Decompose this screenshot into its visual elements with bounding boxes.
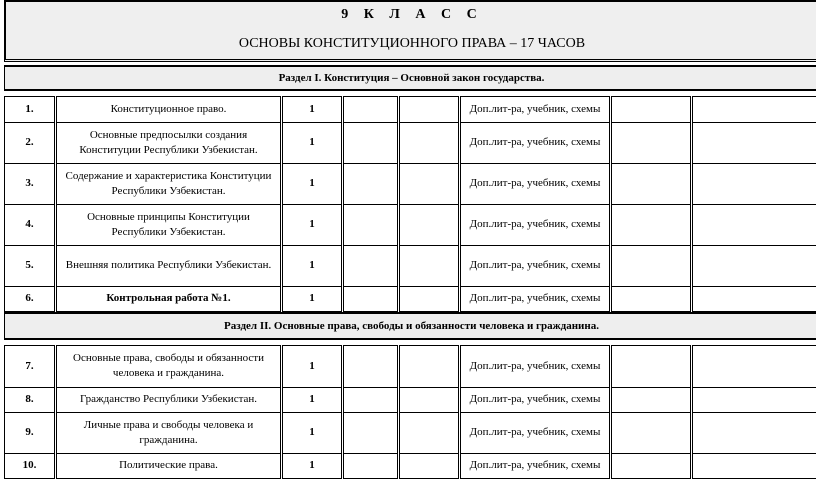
row-hours: 1 bbox=[282, 122, 343, 163]
row-resources: Доп.лит-ра, учебник, схемы bbox=[460, 122, 611, 163]
empty-cell bbox=[399, 204, 460, 245]
table-row bbox=[5, 387, 816, 412]
table-row bbox=[5, 96, 816, 122]
empty-cell bbox=[611, 412, 692, 453]
row-number: 6. bbox=[5, 286, 56, 311]
row-topic: Конституционное право. bbox=[56, 96, 282, 122]
empty-cell bbox=[611, 345, 692, 387]
row-resources: Доп.лит-ра, учебник, схемы bbox=[460, 387, 611, 412]
row-hours: 1 bbox=[282, 412, 343, 453]
empty-cell bbox=[343, 453, 399, 478]
row-resources: Доп.лит-ра, учебник, схемы bbox=[460, 96, 611, 122]
row-number: 1. bbox=[5, 96, 56, 122]
empty-cell bbox=[399, 345, 460, 387]
table-row bbox=[5, 412, 816, 453]
empty-cell bbox=[611, 163, 692, 204]
row-topic: Основные права, свободы и обязанности человека и гражданина. bbox=[56, 345, 282, 387]
row-hours: 1 bbox=[282, 286, 343, 311]
row-number: 7. bbox=[5, 345, 56, 387]
empty-cell bbox=[343, 286, 399, 311]
table-row bbox=[5, 245, 816, 286]
row-hours: 1 bbox=[282, 345, 343, 387]
row-resources: Доп.лит-ра, учебник, схемы bbox=[460, 163, 611, 204]
row-hours: 1 bbox=[282, 453, 343, 478]
empty-cell bbox=[692, 345, 816, 387]
row-topic: Контрольная работа №1. bbox=[56, 286, 282, 311]
empty-cell bbox=[343, 412, 399, 453]
empty-cell bbox=[692, 96, 816, 122]
empty-cell bbox=[692, 412, 816, 453]
table-row bbox=[5, 345, 816, 387]
empty-cell bbox=[343, 204, 399, 245]
empty-cell bbox=[611, 122, 692, 163]
row-topic: Внешняя политика Республики Узбекистан. bbox=[56, 245, 282, 286]
grade-title: 9 К Л А С С bbox=[341, 7, 483, 22]
empty-cell bbox=[611, 96, 692, 122]
empty-cell bbox=[611, 453, 692, 478]
empty-cell bbox=[692, 163, 816, 204]
row-resources: Доп.лит-ра, учебник, схемы bbox=[460, 286, 611, 311]
empty-cell bbox=[399, 96, 460, 122]
row-topic: Содержание и характеристика Конституции Республики Узбекистан. bbox=[56, 163, 282, 204]
empty-cell bbox=[692, 245, 816, 286]
section-title: Раздел II. Основные права, свободы и обязанности человека и гражданина. bbox=[5, 313, 816, 339]
table-row bbox=[5, 286, 816, 311]
row-resources: Доп.лит-ра, учебник, схемы bbox=[460, 245, 611, 286]
row-topic: Личные права и свободы человека и гражданина. bbox=[56, 412, 282, 453]
empty-cell bbox=[399, 387, 460, 412]
empty-cell bbox=[343, 163, 399, 204]
empty-cell bbox=[399, 453, 460, 478]
row-number: 8. bbox=[5, 387, 56, 412]
row-topic: Политические права. bbox=[56, 453, 282, 478]
empty-cell bbox=[611, 204, 692, 245]
empty-cell bbox=[343, 96, 399, 122]
empty-cell bbox=[692, 387, 816, 412]
empty-cell bbox=[343, 245, 399, 286]
row-resources: Доп.лит-ра, учебник, схемы bbox=[460, 345, 611, 387]
row-number: 4. bbox=[5, 204, 56, 245]
row-number: 9. bbox=[5, 412, 56, 453]
table-row bbox=[5, 204, 816, 245]
empty-cell bbox=[692, 122, 816, 163]
section-header-row bbox=[5, 66, 816, 90]
row-hours: 1 bbox=[282, 96, 343, 122]
table-row bbox=[5, 453, 816, 478]
row-hours: 1 bbox=[282, 387, 343, 412]
empty-cell bbox=[611, 387, 692, 412]
curriculum-page bbox=[4, 0, 816, 500]
row-number: 2. bbox=[5, 122, 56, 163]
section-title: Раздел I. Конституция – Основной закон государства. bbox=[5, 66, 816, 90]
row-resources: Доп.лит-ра, учебник, схемы bbox=[460, 204, 611, 245]
empty-cell bbox=[343, 345, 399, 387]
row-resources: Доп.лит-ра, учебник, схемы bbox=[460, 453, 611, 478]
empty-cell bbox=[692, 453, 816, 478]
empty-cell bbox=[611, 245, 692, 286]
curriculum-table bbox=[4, 62, 816, 479]
row-resources: Доп.лит-ра, учебник, схемы bbox=[460, 412, 611, 453]
empty-cell bbox=[399, 412, 460, 453]
empty-cell bbox=[399, 286, 460, 311]
empty-cell bbox=[611, 286, 692, 311]
row-number: 10. bbox=[5, 453, 56, 478]
row-topic: Основные принципы Конституции Республики Узбекистан. bbox=[56, 204, 282, 245]
row-hours: 1 bbox=[282, 245, 343, 286]
empty-cell bbox=[399, 122, 460, 163]
document-header bbox=[4, 0, 816, 62]
row-hours: 1 bbox=[282, 204, 343, 245]
empty-cell bbox=[399, 245, 460, 286]
empty-cell bbox=[692, 204, 816, 245]
course-title: ОСНОВЫ КОНСТИТУЦИОННОГО ПРАВА – 17 ЧАСОВ bbox=[238, 36, 586, 51]
table-body bbox=[5, 62, 816, 478]
row-topic: Гражданство Республики Узбекистан. bbox=[56, 387, 282, 412]
table-row bbox=[5, 122, 816, 163]
row-hours: 1 bbox=[282, 163, 343, 204]
row-number: 5. bbox=[5, 245, 56, 286]
empty-cell bbox=[343, 387, 399, 412]
empty-cell bbox=[692, 286, 816, 311]
row-number: 3. bbox=[5, 163, 56, 204]
section-header-row bbox=[5, 313, 816, 339]
empty-cell bbox=[399, 163, 460, 204]
row-topic: Основные предпосылки создания Конституции Республики Узбекистан. bbox=[56, 122, 282, 163]
empty-cell bbox=[343, 122, 399, 163]
table-row bbox=[5, 163, 816, 204]
